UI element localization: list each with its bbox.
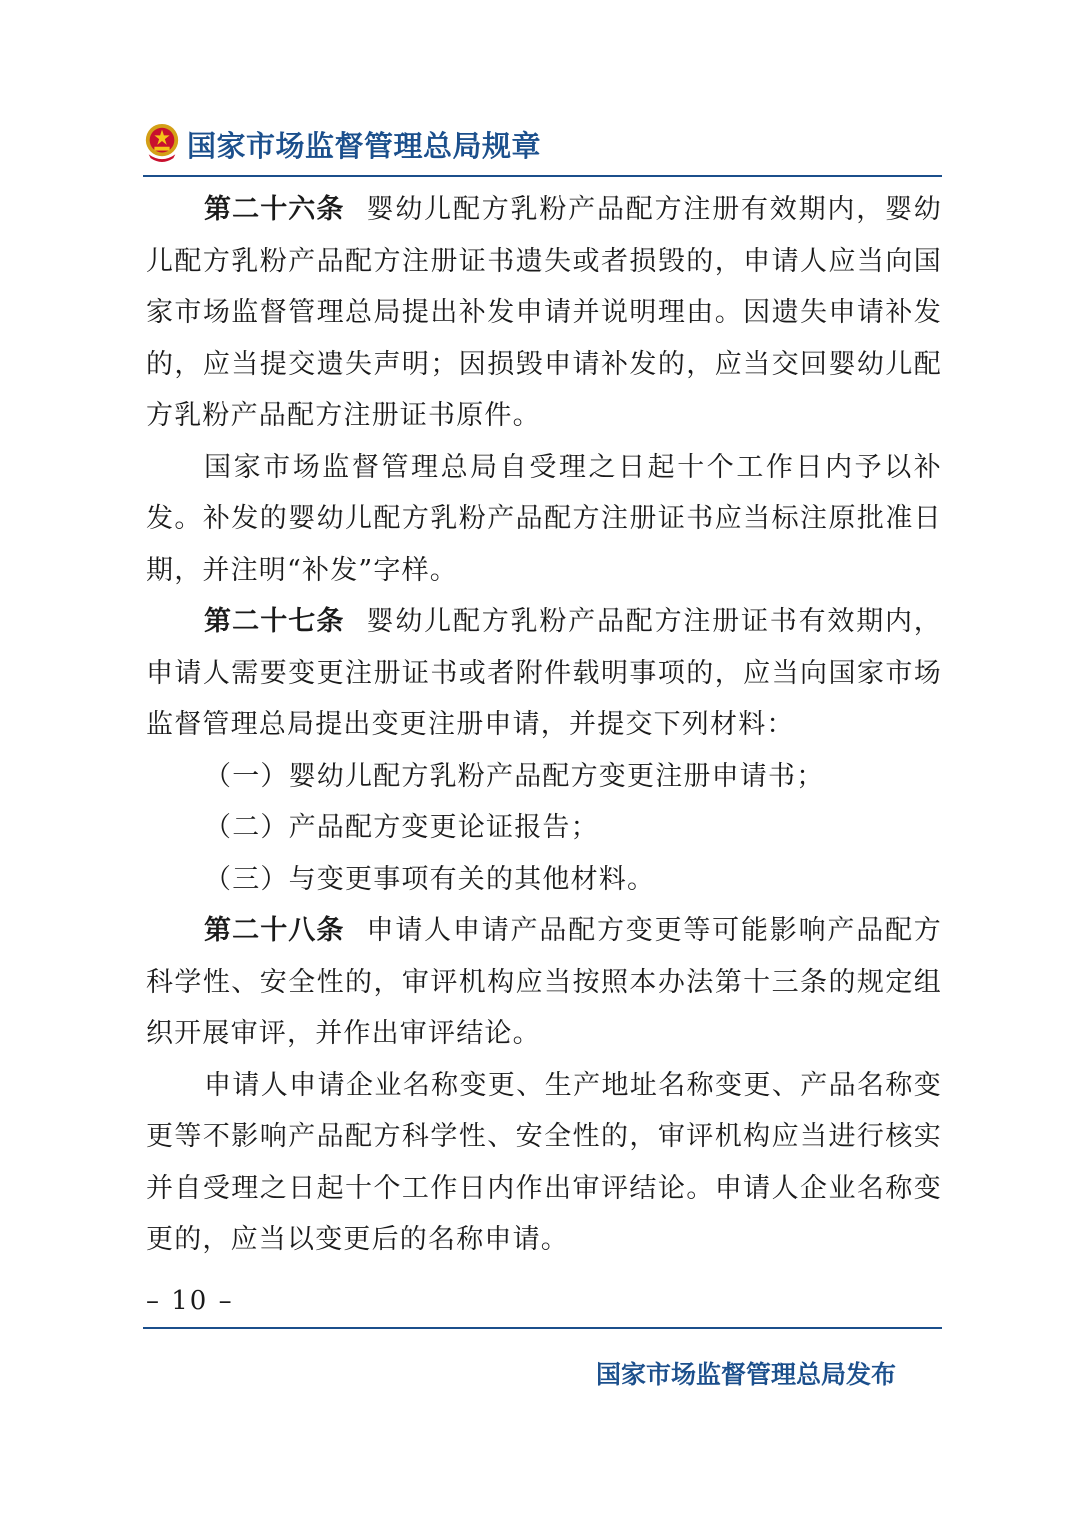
header-divider: [143, 175, 942, 177]
national-emblem-icon: [143, 122, 181, 162]
article-text: 申请人申请产品配方变更等可能影响产品配方科学性、安全性的，审评机构应当按照本办法第十三条的规定组织开展审评，并作出审评结论。: [146, 915, 943, 1049]
article-number: 第二十八条: [204, 915, 345, 946]
article-text: 婴幼儿配方乳粉产品配方注册证书有效期内，申请人需要变更注册证书或者附件载明事项的，应当向国家市场监督管理总局提出变更注册申请，并提交下列材料：: [146, 606, 943, 740]
list-item: （二）产品配方变更论证报告；: [204, 812, 599, 843]
list-item: （一）婴幼儿配方乳粉产品配方变更注册申请书；: [204, 760, 825, 792]
article-number: 第二十六条: [204, 194, 345, 225]
paragraph-text: 国家市场监督管理总局自受理之日起十个工作日内予以补发。补发的婴幼儿配方乳粉产品配方注册证书应当标注原批准日期，并注明“补发”字样。: [146, 451, 942, 586]
article-28: [146, 905, 942, 1060]
article-26-paragraph-2: [146, 442, 942, 597]
article-27: [146, 596, 942, 751]
article-number: 第二十七条: [204, 606, 345, 637]
footer-publisher: 国家市场监督管理总局发布: [596, 1360, 897, 1389]
footer-divider: [143, 1327, 942, 1329]
list-item: （三）与变更事项有关的其他材料。: [204, 863, 656, 895]
article-28-paragraph-2: [146, 1060, 942, 1266]
header-title: 国家市场监督管理总局规章: [187, 129, 542, 163]
document-body: [146, 184, 942, 1266]
page-number: – 10 –: [146, 1286, 234, 1316]
article-text: 婴幼儿配方乳粉产品配方注册有效期内，婴幼儿配方乳粉产品配方注册证书遗失或者损毁的，申请人应当向国家市场监督管理总局提出补发申请并说明理由。因遗失申请补发的，应当提交遗失声明；因损毁申请补发的，应当交回婴幼儿配方乳粉产品配方注册证书原件。: [146, 194, 943, 431]
page-header: [143, 118, 942, 178]
paragraph-text: 申请人申请企业名称变更、生产地址名称变更、产品名称变更等不影响产品配方科学性、安全性的，审评机构应当进行核实并自受理之日起十个工作日内作出审评结论。申请人企业名称变更的，应当以变更后的名称申请。: [146, 1069, 942, 1255]
article-26: [146, 184, 942, 442]
